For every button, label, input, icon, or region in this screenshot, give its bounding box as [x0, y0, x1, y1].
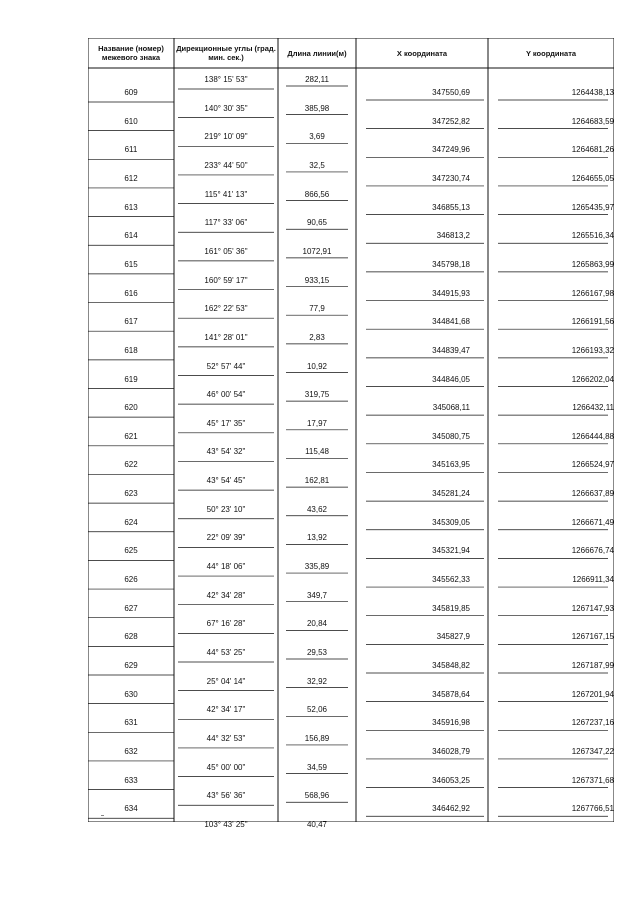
segment-length: 156,89	[304, 733, 330, 743]
point-name: 626	[124, 575, 138, 585]
segment-length: 34,59	[306, 762, 328, 772]
x-coordinate: 345827,9	[436, 632, 470, 642]
point-name: 611	[124, 145, 138, 155]
segment-length: 319,75	[304, 390, 330, 400]
x-coordinate: 344915,93	[432, 288, 470, 298]
segment-length: 282,11	[305, 75, 329, 84]
segment-angle: 115° 41' 13"	[204, 189, 248, 199]
header-length: Длина линии(м)	[287, 48, 347, 58]
segment-angle: 25° 04' 14"	[206, 676, 246, 686]
segment-length: 349,7	[306, 590, 328, 600]
segment-length: 20,84	[306, 619, 328, 629]
header-angle: Дирекционные углы (град. мин. сек.)	[176, 44, 276, 62]
x-coordinate: 345798,18	[432, 259, 470, 269]
segment-angle: 44° 53' 25"	[206, 648, 246, 657]
y-coordinate: 1264655,05	[571, 173, 614, 183]
segment-length: 3,69	[309, 132, 325, 142]
segment-angle: 140° 30' 35"	[204, 103, 248, 113]
segment-length: 385,98	[304, 103, 330, 113]
segment-angle: 103° 43' 25"	[204, 819, 248, 829]
point-name: 609	[124, 88, 138, 97]
segment-length: 90,65	[306, 218, 328, 228]
y-coordinate: 1266524,97	[571, 460, 614, 470]
point-name: 610	[124, 116, 138, 126]
x-coordinate: 347550,69	[432, 88, 470, 97]
x-coordinate: 344839,47	[432, 345, 470, 355]
segment-angle: 162° 22' 53"	[204, 304, 248, 314]
x-coordinate: 345163,95	[432, 460, 470, 470]
segment-length: 115,48	[305, 447, 329, 457]
segment-angle: 233° 44' 50"	[204, 160, 248, 170]
segment-angle: 50° 23' 10"	[206, 504, 246, 514]
point-name: 618	[124, 345, 138, 355]
segment-angle: 46° 00' 54"	[206, 390, 246, 400]
segment-angle: 45° 00' 00"	[206, 762, 246, 772]
x-coordinate: 346028,79	[432, 746, 470, 756]
y-coordinate: 1266676,74	[571, 546, 614, 556]
x-coordinate: 345080,75	[432, 431, 470, 441]
y-coordinate: 1267147,93	[571, 603, 614, 613]
y-coordinate: 1266671,49	[571, 517, 614, 527]
point-name: 633	[124, 775, 138, 785]
y-coordinate: 1264681,26	[571, 145, 614, 155]
y-coordinate: 1265863,99	[571, 259, 614, 269]
segment-length: 17,97	[306, 418, 328, 428]
point-name: 625	[124, 546, 138, 556]
segment-angle: 141° 28' 01"	[204, 332, 248, 342]
segment-length: 568,96	[304, 791, 330, 801]
x-coordinate: 345281,24	[432, 489, 470, 499]
point-name: 627	[124, 603, 138, 613]
y-coordinate: 1266191,56	[571, 317, 614, 327]
segment-angle: 67° 16' 28"	[206, 619, 246, 629]
segment-length: 40,47	[306, 819, 328, 829]
segment-length: 933,15	[304, 275, 330, 285]
y-coordinate: 1266444,88	[571, 431, 614, 441]
header-y: Y координата	[525, 48, 577, 58]
y-coordinate: 1267167,15	[571, 632, 614, 642]
point-name: 617	[124, 317, 138, 327]
header-name: Название (номер) межевого знака	[98, 44, 164, 62]
x-coordinate: 345321,94	[432, 546, 470, 556]
y-coordinate: 1266167,98	[571, 288, 614, 298]
segment-length: 52,06	[306, 705, 328, 715]
point-name: 620	[124, 403, 138, 413]
y-coordinate: 1265435,97	[571, 202, 614, 212]
x-coordinate: 347230,74	[432, 173, 470, 183]
point-name: 631	[124, 718, 138, 728]
point-name: 613	[124, 202, 138, 212]
x-coordinate: 345878,64	[432, 689, 470, 699]
y-coordinate: 1266432,11	[572, 403, 614, 413]
segment-length: 335,89	[304, 562, 330, 572]
y-coordinate: 1264683,59	[571, 116, 614, 126]
y-coordinate: 1266202,04	[571, 374, 614, 384]
point-name: 628	[124, 632, 138, 642]
point-name: 623	[124, 489, 138, 499]
segment-angle: 22° 09' 39"	[206, 533, 246, 543]
point-name: 612	[124, 173, 138, 183]
y-coordinate: 1267766,51	[571, 804, 614, 814]
segment-length: 29,53	[306, 648, 328, 657]
segment-length: 77,9	[309, 304, 325, 314]
y-coordinate: 1266193,32	[571, 345, 614, 355]
header-x: X координата	[396, 48, 448, 58]
y-coordinate: 1267187,99	[571, 661, 614, 670]
x-coordinate: 345068,11	[432, 403, 470, 413]
segment-length: 43,62	[306, 504, 328, 514]
segment-length: 32,92	[306, 676, 328, 686]
y-coordinate: 1265516,34	[571, 231, 614, 241]
x-coordinate: 347249,96	[432, 145, 470, 155]
segment-angle: 43° 54' 32"	[206, 447, 246, 457]
x-coordinate: 346855,13	[432, 202, 470, 212]
x-coordinate: 344846,05	[432, 374, 470, 384]
segment-length: 1072,91	[302, 246, 332, 256]
segment-length: 32,5	[309, 160, 325, 170]
y-coordinate: 1267371,68	[571, 775, 614, 785]
y-coordinate: 1267201,94	[571, 689, 614, 699]
y-coordinate: 1264438,13	[571, 88, 614, 97]
scan-mark	[101, 815, 104, 816]
segment-angle: 42° 34' 17"	[206, 705, 246, 715]
point-name: 634	[124, 804, 138, 814]
x-coordinate: 345562,33	[432, 575, 470, 585]
segment-angle: 138° 15' 53"	[204, 75, 248, 84]
x-coordinate: 344841,68	[432, 317, 470, 327]
segment-angle: 43° 56' 36"	[206, 791, 246, 801]
point-name: 619	[124, 374, 138, 384]
x-coordinate: 346813,2	[436, 231, 470, 241]
segment-angle: 44° 18' 06"	[206, 562, 246, 572]
segment-length: 162,81	[304, 476, 330, 486]
segment-angle: 160° 59' 17"	[204, 275, 248, 285]
segment-length: 13,92	[306, 533, 328, 543]
y-coordinate: 1267237,16	[571, 718, 614, 728]
x-coordinate: 346462,92	[432, 804, 470, 814]
x-coordinate: 347252,82	[432, 116, 470, 126]
segment-angle: 42° 34' 28"	[206, 590, 246, 600]
segment-angle: 44° 32' 53"	[206, 733, 246, 743]
segment-length: 866,56	[304, 189, 330, 199]
segment-angle: 117° 33' 06"	[204, 218, 248, 228]
x-coordinate: 345309,05	[432, 517, 470, 527]
x-coordinate: 346053,25	[432, 775, 470, 785]
segment-length: 2,83	[309, 332, 325, 342]
y-coordinate: 1266637,89	[571, 489, 614, 499]
segment-angle: 52° 57' 44"	[206, 361, 246, 371]
segment-angle: 45° 17' 35"	[206, 418, 246, 428]
segment-angle: 43° 54' 45"	[206, 476, 246, 486]
point-name: 624	[124, 517, 138, 527]
segment-length: 10,92	[306, 361, 328, 371]
point-name: 621	[124, 431, 138, 441]
point-name: 629	[124, 661, 138, 670]
x-coordinate: 345819,85	[432, 603, 470, 613]
point-name: 630	[124, 689, 138, 699]
point-name: 632	[124, 746, 138, 756]
y-coordinate: 1267347,22	[571, 746, 614, 756]
y-coordinate: 1266911,34	[572, 575, 614, 585]
x-coordinate: 345916,98	[432, 718, 470, 728]
point-name: 615	[124, 259, 138, 269]
point-name: 616	[124, 288, 138, 298]
x-coordinate: 345848,82	[432, 661, 470, 670]
segment-angle: 161° 05' 36"	[204, 246, 248, 256]
coordinates-table	[88, 38, 614, 829]
point-name: 622	[124, 460, 138, 470]
point-name: 614	[124, 231, 138, 241]
segment-angle: 219° 10' 09"	[204, 132, 248, 142]
